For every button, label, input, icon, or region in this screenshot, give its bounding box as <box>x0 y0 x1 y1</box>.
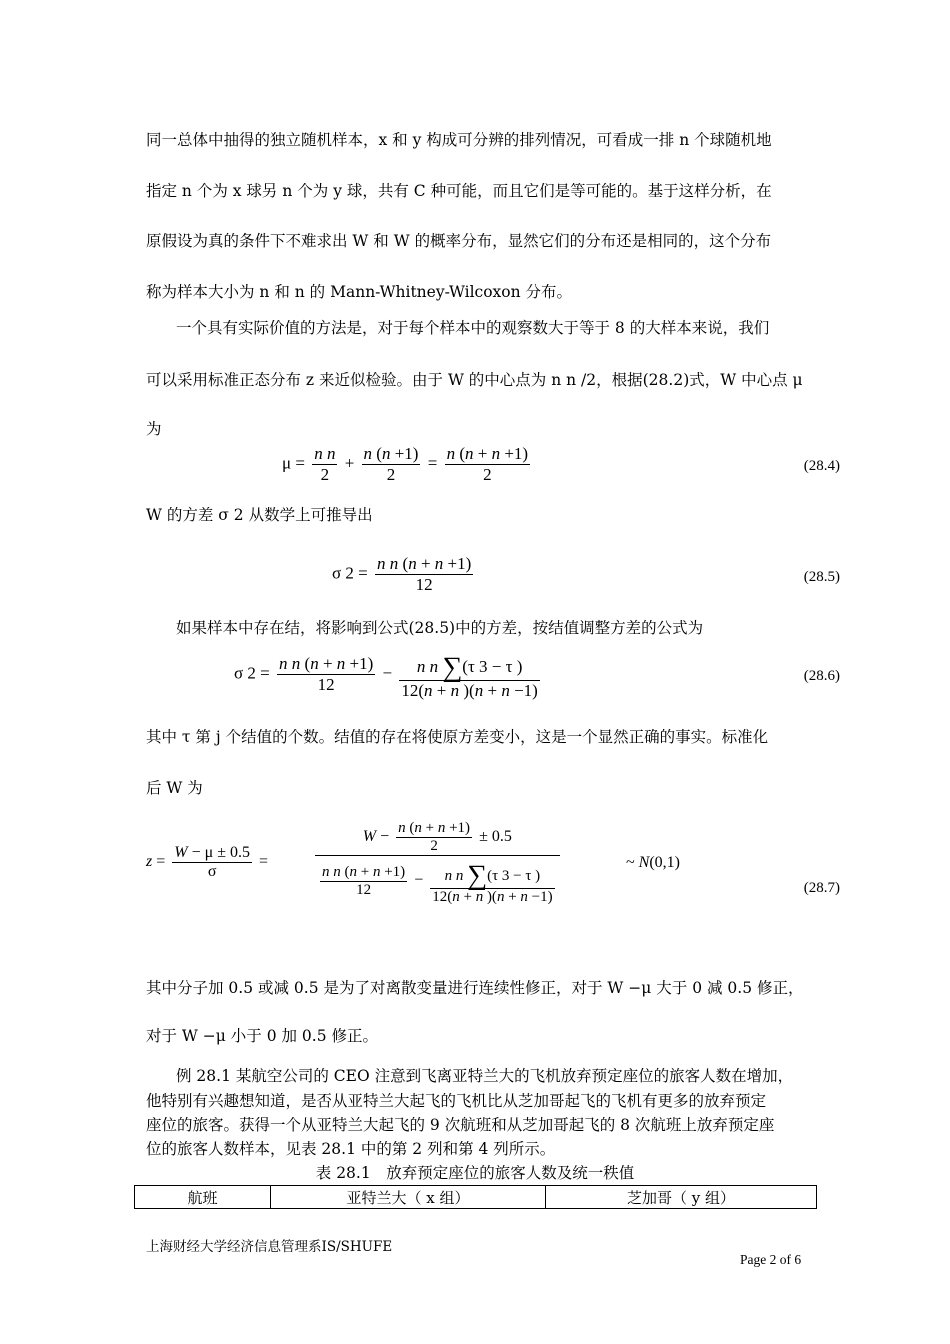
table-header-row <box>135 1186 817 1209</box>
text: 如果样本中存在结，将影响到公式(28.5)中的方差，按结值调整方差的公式为 <box>176 619 704 637</box>
text: 座位的旅客。获得一个从亚特兰大起飞的 9 次航班和从芝加哥起飞的 8 次航班上放弃预定座 <box>146 1116 775 1134</box>
equation-number: (28.5) <box>803 569 840 585</box>
text: 一个具有实际价值的方法是，对于每个样本中的观察数大于等于 8 的大样本来说，我们 <box>176 319 770 337</box>
paragraph-line <box>146 370 803 390</box>
page-number: Page 2 of 6 <box>740 1252 802 1267</box>
paragraph-line <box>146 130 772 150</box>
paragraph-line <box>146 778 203 798</box>
text: 位的旅客人数样本，见表 28.1 中的第 2 列和第 4 列所示。 <box>146 1140 556 1158</box>
paragraph-line <box>146 419 162 439</box>
paragraph-line <box>146 181 772 201</box>
text: 其中分子加 0.5 或减 0.5 是为了对离散变量进行连续性修正，对于 W −μ 大于 0 减 0.5 修正， <box>146 979 804 997</box>
data-table <box>134 1185 817 1209</box>
paragraph-line <box>176 318 769 338</box>
equation-number: (28.6) <box>803 668 840 684</box>
text: W 的方差 σ 2 从数学上可推导出 <box>146 506 373 524</box>
paragraph-line <box>146 231 771 251</box>
paragraph-line <box>176 1066 793 1086</box>
equation-28-5: σ 2 = $\frac{\text{n n (n + n +1)}}{12}$ <box>332 554 472 594</box>
equation-28-4: μ = $\frac{\text{n n}}{2}$ + $\frac{n (n +1)}{2}$ = $\frac{n (n + n +1)}{2}$ <box>282 444 529 484</box>
footer-left: 上海财经大学经济信息管理系IS/SHUFE <box>146 1239 393 1255</box>
text: 为 <box>146 420 162 438</box>
paragraph-line <box>146 1091 766 1111</box>
text: 指定 n 个为 x 球另 n 个为 y 球，共有 C 种可能，而且它们是等可能的。基于这样分析，在 <box>146 182 772 200</box>
text: 后 W 为 <box>146 779 203 797</box>
paragraph-line <box>146 978 804 998</box>
text: 同一总体中抽得的独立随机样本，x 和 y 构成可分辨的排列情况，可看成一排 n 个球随机地 <box>146 131 772 149</box>
equation-28-6: σ 2 = $\frac{\text{n n (n + n +1)}}{12}$ − $\frac{\text{n n ∑(τ 3 − τ )}}{12(n + n )(n + n -1)}$ <box>234 648 543 701</box>
equation-number: (28.4) <box>803 458 840 474</box>
paragraph-line <box>146 1139 555 1159</box>
table-header-cell: 航班 <box>135 1186 271 1209</box>
table-header-cell: 亚特兰大（ x 组） <box>271 1186 546 1209</box>
text: 对于 W −μ 小于 0 加 0.5 修正。 <box>146 1027 378 1045</box>
paragraph-line <box>176 618 703 638</box>
text: 其中 τ 第 j 个结值的个数。结值的存在将使原方差变小，这是一个显然正确的事实。标准化 <box>146 728 769 746</box>
text: 称为样本大小为 n 和 n 的 Mann-Whitney-Wilcoxon 分布。 <box>146 283 573 301</box>
table-caption: 表 28.1 放弃预定座位的旅客人数及统一秩值 <box>315 1164 635 1182</box>
text: 他特别有兴趣想知道，是否从亚特兰大起飞的飞机比从芝加哥起飞的飞机有更多的放弃预定 <box>146 1092 767 1110</box>
table-header-cell: 芝加哥（ y 组） <box>546 1186 817 1209</box>
equation-number: (28.7) <box>803 880 840 896</box>
document-page: 同一总体中抽得的独立随机样本，x 和 y 构成可分辨的排列情况，可看成一排 n 个球随机地 指定 n 个为 x 球另 n 个为 y 球，共有 C 种可能，而且它们是等可能的。基于这样分析，在 原假设为真的条件下不难求出 W 和 W 的概率分布，显然它们的分布还是相同的，这个分布 称为样本大小为 n 和 n 的 Mann-Whitney-Wilcoxon 分布。 一个具有实际价值的方法是，对于每个样本中的观察数大于等于 8 的大样本来说，我们 可以采用标准正态分布 z 来近似检验。由于 W 的中心点为 n n /2，根据(28.2)式，W 中心点 μ 为 μ = $\frac{\text{n n}}{2}$ + $\frac{n (n +1)}{2}$ = $\frac{n (n + n +1)}{2}$ (28.4) W 的方差 σ 2 从数学上可推导出 σ 2 = $\frac{\text{n n (n + n +1)}}{12}$ (28.5) 如果样本中存在结，将影响到公式(28.5)中的方差，按结值调整方差的公式为 σ 2 = $\frac{\text{n n (n + n +1)}}{12}$ − $\frac{\text{n n ∑(τ 3 − τ )}}{12(n + n )(n + n -1)}$ (28.6) 其中 τ 第 j 个结值的个数。结值的存在将使原方差变小，这是一个显然正确的事实。标准化 后 W 为 z = $\frac{W - \mu \pm 0.5}{\sigma}$ = W − $\frac{n (n + n +1)}{2}$ ± 0.5 $\frac{\text{n n (n + n +1)}}{12}$ − $\frac{\text{n n ∑(τ 3 − τ )}}{12(n + n )(n + n -1)}$ ~ N(0,1) (28.7) 其中分子加 0.5 或减 0.5 是为了对离散变量进行连续性修正，对于 W −μ 大于 0 减 0.5 修正， 对于 W −μ 小于 0 加 0.5 修正。 例 28.1 某航空公司的 CEO 注意到飞离亚特兰大的飞机放弃预定座位的旅客人数在增加， 他特别有兴趣想知道，是否从亚特兰大起飞的飞机比从芝加哥起飞的飞机有更多的放弃预定 座位的旅客。获得一个从亚特兰大起飞的 9 次航班和从芝加哥起飞的 8 次航班上放弃预定座 位的旅客人数样本，见表 28.1 中的第 2 列和第 4 列所示。 表 28.1 放弃预定座位的旅客人数及统一秩值 航班 亚特兰大（ x 组） 芝加哥（ y 组） 上海财经大学经济信息管理系IS/SHUFE Page 2 of 6 <box>0 0 950 1344</box>
paragraph-line <box>146 505 373 525</box>
text: 原假设为真的条件下不难求出 W 和 W 的概率分布，显然它们的分布还是相同的，这个分布 <box>146 232 772 250</box>
paragraph-line <box>146 1026 378 1046</box>
paragraph-line <box>146 1115 774 1135</box>
text: 例 28.1 某航空公司的 CEO 注意到飞离亚特兰大的飞机放弃预定座位的旅客人数在增加， <box>176 1067 794 1085</box>
text: 可以采用标准正态分布 z 来近似检验。由于 W 的中心点为 n n /2，根据(28.2)式，W 中心点 μ <box>146 371 803 389</box>
paragraph-line <box>146 727 768 747</box>
paragraph-line <box>146 282 572 302</box>
